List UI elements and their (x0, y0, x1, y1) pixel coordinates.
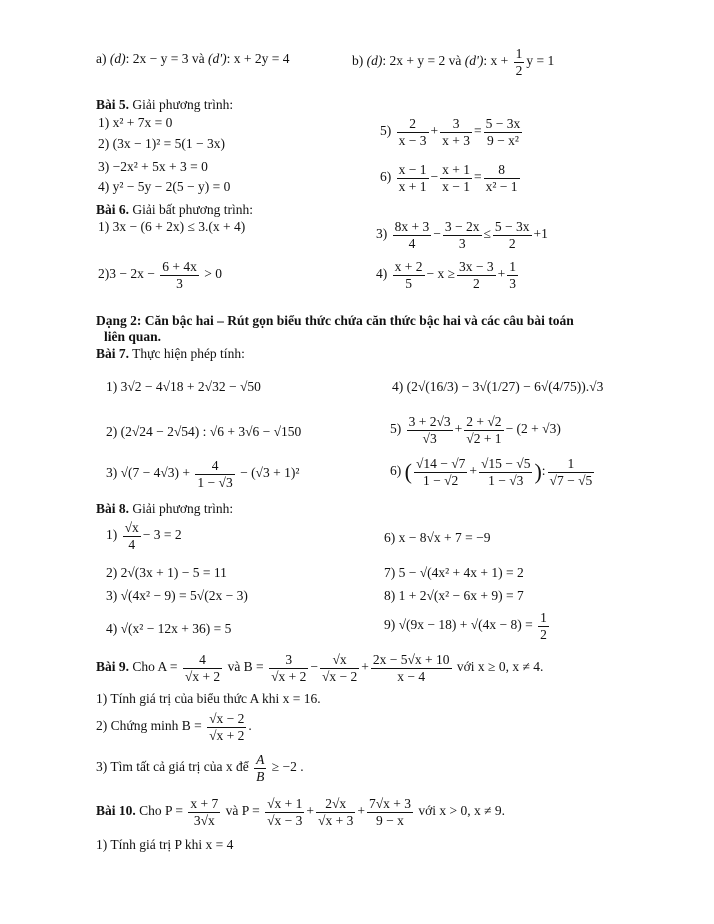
bai7-item-4: 4) (2√(16/3) − 3√(1/27) − 6√(4/75)).√3 (392, 379, 604, 394)
bai5-item-2: 2) (3x − 1)² = 5(1 − 3x) (98, 136, 225, 151)
bai4-part-a: a) (d): 2x − y = 3 và (d'): x + 2y = 4 (96, 51, 290, 66)
bai6-heading: Bài 6. Giải bất phương trình: (96, 202, 253, 217)
bai6-item-1: 1) 3x − (6 + 2x) ≤ 3.(x + 4) (98, 219, 246, 234)
bai9-statement: Bài 9. Cho A = $\frac{4}{√x + 2}$ và B = $\frac{3}{√x + 2}$ − $\frac{√x}{√x - 2}$ + $\frac{2x - 5√x + 10}{x - 4}$ với x ≥ 0, x ≠ 4. (96, 652, 544, 684)
bai7-heading: Bài 7. Thực hiện phép tính: (96, 346, 245, 361)
bai8-item-3: 3) √(4x² − 9) = 5√(2x − 3) (106, 588, 248, 603)
bai7-item-2: 2) (2√24 − 2√54) : √6 + 3√6 − √150 (106, 424, 302, 439)
bai5-item-3: 3) −2x² + 5x + 3 = 0 (98, 159, 208, 174)
section-heading-dang2-cont: liên quan. (104, 329, 162, 344)
bai6-item-3: 3) $\frac{8x + 3}{4}$ − $\frac{3 - 2x}{3}$ ≤ $\frac{5 - 3x}{2}$ +1 (376, 219, 548, 251)
bai10-statement: Bài 10. Cho P = $\frac{x + 7}{3√x}$ và P = $\frac{√x + 1}{√x - 3}$ + $\frac{2√x}{√x + 3}$ + $\frac{7√x + 3}{9 - x}$ với x > 0, x ≠ 9. (96, 796, 506, 828)
bai9-question-2: 2) Chứng minh B = $\frac{√x - 2}{√x + 2}$ . (96, 711, 252, 743)
bai8-item-7: 7) 5 − √(4x² + 4x + 1) = 2 (384, 565, 524, 580)
bai5-heading: Bài 5. Giải phương trình: (96, 97, 234, 112)
bai8-item-9: 9) √(9x − 18) + √(4x − 8) = $\frac{1}{2}$ (384, 610, 547, 642)
bai6-item-4: 4) $\frac{x + 2}{5}$ − x ≥ $\frac{3x - 3}{2}$ + $\frac{1}{3}$ (376, 259, 517, 291)
bai9-question-3: 3) Tìm tất cả giá trị của x để $\frac{A}{B}$ ≥ −2 . (96, 752, 304, 784)
bai4-part-b: b) (d): 2x + y = 2 và (d'): x + $\frac{1}{2}$ y = 1 (352, 46, 555, 78)
bai7-item-3: 3) √(7 − 4√3) + $\frac{4}{1 - √3}$ − (√3 + 1)² (106, 458, 300, 490)
bai9-question-1: 1) Tính giá trị của biểu thức A khi x = 16. (96, 691, 321, 706)
bai8-item-4: 4) √(x² − 12x + 36) = 5 (106, 621, 232, 636)
bai8-heading: Bài 8. Giải phương trình: (96, 501, 234, 516)
bai7-item-1: 1) 3√2 − 4√18 + 2√32 − √50 (106, 379, 261, 394)
section-heading-dang2: Dạng 2: Căn bậc hai – Rút gọn biểu thức chứa căn thức bậc hai và các câu bài toán (96, 313, 574, 328)
bai6-item-2: 2)3 − 2x − $\frac{6 + 4x}{3}$ > 0 (98, 259, 222, 291)
bai8-item-8: 8) 1 + 2√(x² − 6x + 9) = 7 (384, 588, 524, 603)
bai8-item-1: 1) $\frac{√x}{4}$ − 3 = 2 (106, 520, 182, 552)
bai5-item-6: 6) $\frac{x - 1}{x + 1}$ − $\frac{x + 1}{x - 1}$ = $\frac{8}{\text{x² − 1}}$ (380, 162, 518, 194)
bai5-item-1: 1) x² + 7x = 0 (98, 115, 173, 130)
bai8-item-6: 6) x − 8√x + 7 = −9 (384, 530, 491, 545)
bai7-item-6: 6) ( $\frac{√14 - √7}{1 - √2}$ + $\frac{√15 - √5}{1 - √3}$ ): $\frac{1}{√7 - √5}$ (390, 456, 593, 488)
bai10-question-1: 1) Tính giá trị P khi x = 4 (96, 837, 234, 852)
bai8-item-2: 2) 2√(3x + 1) − 5 = 11 (106, 565, 227, 580)
bai5-item-4: 4) y² − 5y − 2(5 − y) = 0 (98, 179, 231, 194)
bai5-item-5: 5) $\frac{2}{x - 3}$ + $\frac{3}{x + 3}$ = $\frac{5 - 3x}{\text{9 − x²}}$ (380, 116, 521, 148)
bai7-item-5: 5) $\frac{3 + 2√3}{√3}$ + $\frac{2 + √2}{√2 + 1}$ − (2 + √3) (390, 414, 561, 446)
